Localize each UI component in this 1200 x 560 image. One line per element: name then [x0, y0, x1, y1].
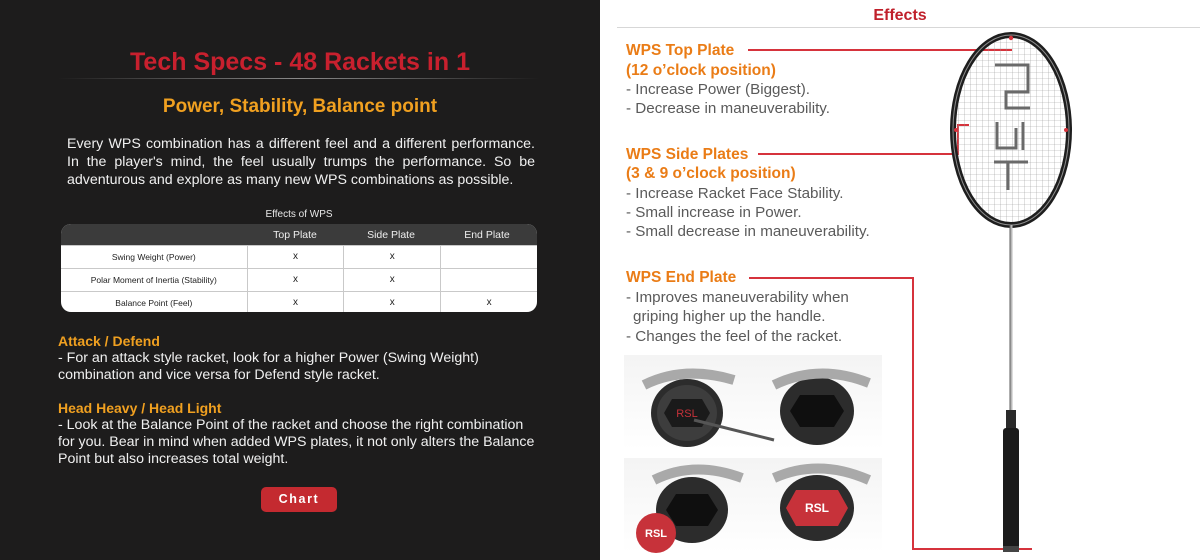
effects-table: [61, 224, 537, 312]
cell-end-plate: x: [440, 292, 537, 312]
side-plates-position: (3 & 9 o’clock position): [626, 165, 796, 182]
table-caption: Effects of WPS: [265, 209, 333, 220]
section-subtitle: Power, Stability, Balance point: [162, 96, 438, 117]
intro-paragraph: Every WPS combination has a different feel and a different performance. In the player's mind, the feel usually trumps the performance. So be adventurous and explore as many new WPS combinations as possible.: [67, 136, 535, 188]
title-divider: [58, 78, 540, 79]
rsl-badge-text: RSL: [645, 528, 667, 540]
racket-handle: [1003, 428, 1019, 550]
attack-defend-heading: Attack / Defend: [58, 333, 160, 349]
row-label: Balance Point (Feel): [115, 298, 193, 308]
racket-joint: [1006, 410, 1016, 428]
top-plate-effect-2: - Decrease in maneuverability.: [626, 100, 830, 117]
side-plates-leader: [758, 153, 958, 155]
end-plate-effect-1: - Improves maneuverability when: [626, 289, 849, 306]
cell-end-plate: [440, 246, 537, 268]
effects-title: Effects: [873, 7, 927, 24]
top-plate-heading: WPS Top Plate: [626, 42, 735, 59]
end-plate-heading: WPS End Plate: [626, 269, 737, 286]
head-heavy-text: - Look at the Balance Point of the racket and choose the right combination for you. Bear in mind when added WPS plates, it not only alters the Balance Point but also increases total weight.: [58, 417, 535, 467]
end-plate-effect-2: griping higher up the handle.: [633, 308, 826, 325]
table-header-blank: [61, 224, 247, 245]
side-plate-marker-right: [1064, 128, 1068, 132]
grip-ends-illustration-top: [624, 355, 882, 450]
side-plates-heading: WPS Side Plates: [626, 146, 749, 163]
grip-photo-bottom: [624, 458, 882, 553]
grip-ends-illustration-bottom: [624, 458, 882, 553]
side-plates-effect-2: - Small increase in Power.: [626, 204, 802, 221]
cell-end-plate: [440, 269, 537, 291]
grip-logo-text: RSL: [676, 408, 698, 420]
table-header-end-plate: End Plate: [464, 229, 510, 241]
end-plate-leader: [749, 277, 913, 279]
cell-side-plate: x: [343, 292, 440, 312]
chart-button[interactable]: Chart: [261, 487, 337, 512]
top-plate-marker: [1009, 36, 1013, 40]
side-plates-effect-3: - Small decrease in maneuverability.: [626, 223, 870, 240]
end-plate-effect-3: - Changes the feel of the racket.: [626, 328, 843, 345]
cell-top-plate: x: [247, 269, 344, 291]
effects-panel: [600, 0, 1200, 560]
cell-top-plate: x: [247, 292, 344, 312]
side-plate-marker-left: [954, 128, 958, 132]
attack-defend-text: - For an attack style racket, look for a higher Power (Swing Weight) combination and vice versa for Defend style racket.: [58, 350, 479, 383]
racket-butt: [1003, 546, 1019, 552]
page-title: Tech Specs - 48 Rackets in 1: [130, 48, 470, 76]
table-row: [61, 245, 537, 268]
table-header-top-plate: Top Plate: [273, 229, 317, 241]
cell-top-plate: x: [247, 246, 344, 268]
grip-logo-text-red: RSL: [805, 501, 829, 515]
head-heavy-heading: Head Heavy / Head Light: [58, 400, 222, 416]
table-header-side-plate: Side Plate: [367, 229, 415, 241]
side-plates-effect-1: - Increase Racket Face Stability.: [626, 185, 844, 202]
cell-side-plate: x: [343, 246, 440, 268]
top-plate-effect-1: - Increase Power (Biggest).: [626, 81, 811, 98]
row-label: Swing Weight (Power): [111, 252, 196, 262]
racket-image: [940, 30, 1090, 560]
cell-side-plate: x: [343, 269, 440, 291]
table-header-row: [61, 224, 537, 245]
end-plate-leader-vertical: [912, 277, 914, 550]
grip-photo-top: [624, 355, 882, 450]
table-row: [61, 268, 537, 291]
row-label: Polar Moment of Inertia (Stability): [90, 275, 217, 285]
table-row: [61, 291, 537, 312]
top-plate-position: (12 o’clock position): [626, 62, 776, 79]
effects-divider: [617, 27, 1200, 28]
